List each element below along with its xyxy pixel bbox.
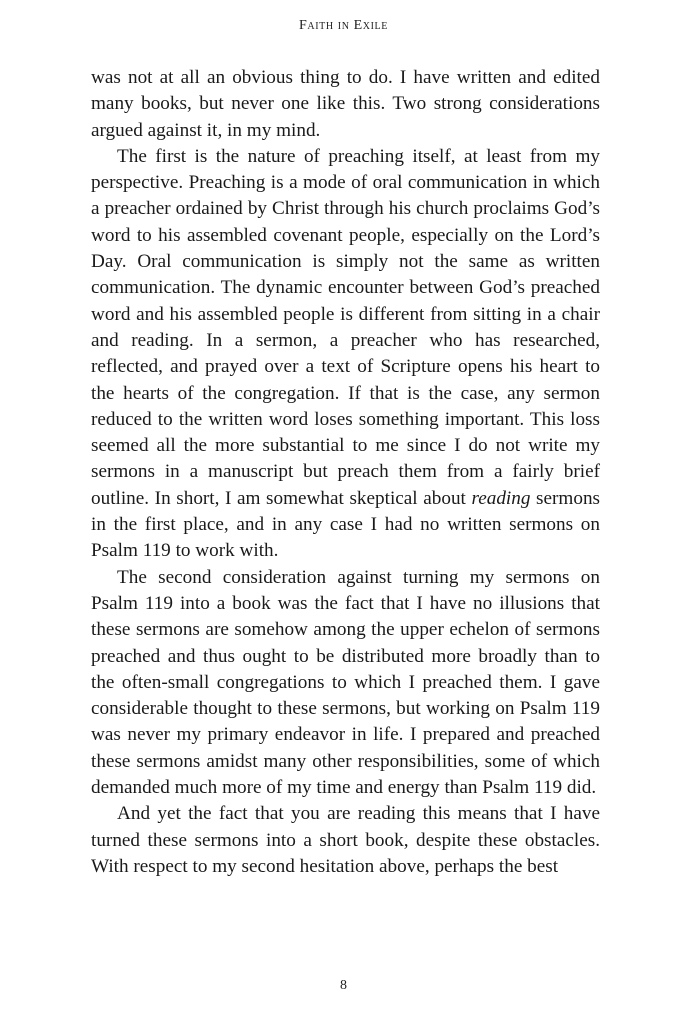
paragraph-3: The second consideration against turning my sermons on Psalm 119 into a book was the fact that I have no illusions that these sermons are somehow among the upper echelon of sermons preached and thus ought to be distributed more broadly than to the often-small congregations to which I preached them. I gave considerable thought to these sermons, but working on Psalm 119 was never my primary endeavor in life. I prepared and preached these sermons amidst many other responsibilities, some of which demanded much more of my time and energy than Psalm 119 did. xyxy=(91,566,600,799)
paragraph-2-after: sermons in the first place, and in any case I had no written sermons on Psalm 119 to work with. xyxy=(91,487,601,562)
page-number: 8 xyxy=(340,978,347,993)
emphasis-reading: reading xyxy=(471,487,531,509)
paragraph-2-before: The first is the nature of preaching itself, at least from my perspective. Preaching is a mode of oral communication in which a preacher ordained by Christ through his church proclaims God’s word to his assembled covenant people, especially on the Lord’s Day. Oral communication is simply not the same as written communication. The dynamic encounter between God’s preached word and his assembled people is different from sitting in a chair and reading. In a sermon, a preacher who has researched, reflected, and prayed over a text of Scripture opens his heart to the hearts of the congregation. If that is the case, any sermon reduced to the written word loses something important. This loss seemed all the more substantial to me since I do not write my sermons in a manuscript but preach them from a fairly brief outline. In short, I am somewhat skeptical about xyxy=(91,145,600,509)
body-text xyxy=(91,65,600,880)
paragraph-4: And yet the fact that you are reading this means that I have turned these sermons into a short book, despite these obstacles. With respect to my second hesitation above, perhaps the best xyxy=(91,803,600,877)
running-head: Faith in Exile xyxy=(299,18,388,33)
paragraph-2 xyxy=(91,144,600,565)
paragraph-1: was not at all an obvious thing to do. I have written and edited many books, but never one like this. Two strong considerations argued against it, in my mind. xyxy=(91,67,600,141)
